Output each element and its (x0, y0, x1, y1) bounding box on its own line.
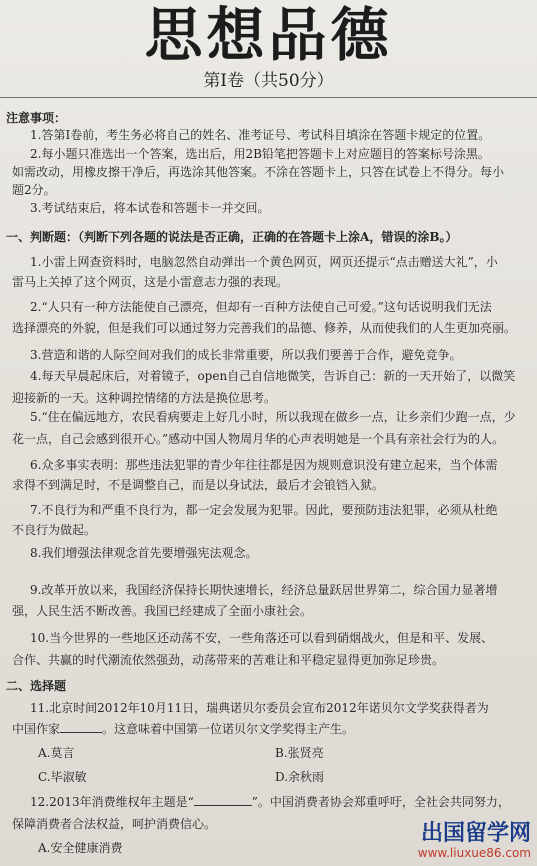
question-line: 10.当今世界的一些地区还动荡不安，一些角落还可以看到硝烟战火，但是和平、发展、 (30, 631, 494, 645)
watermark-url: www.liuxue86.com (417, 846, 531, 860)
option-a: A.安全健康消费 (38, 841, 123, 855)
question-text: ”。中国消费者协会郑重呼吁，全社会共同努力， (251, 795, 510, 809)
notes-line: 2.每小题只准选出一个答案，选出后，用2B铅笔把答题卡上对应题目的答案标号涂黑。 (30, 147, 490, 161)
question-line: 强，人民生活不断改善。我国已经建成了全面小康社会。 (12, 604, 313, 618)
page-title: 思想品德 (144, 1, 393, 69)
section1-heading: 一、判断题：（判断下列各题的说法是否正确，正确的在答题卡上涂A，错误的涂B。） (6, 230, 458, 244)
question-text: 12.2013年消费维权年主题是“ (30, 795, 194, 809)
notes-line: 如需改动，用橡皮擦干净后，再选涂其他答案。不涂在答题卡上，只答在试卷上不得分。每小 (12, 165, 505, 179)
question-line (0, 721, 537, 737)
question-line (0, 794, 537, 810)
option-a: A.莫言 (38, 746, 75, 760)
watermark-name: 出国留学网 (420, 821, 531, 846)
question-line: 求得不到满足时，不是调整自己，而是以身试法，最后才会锒铛入狱。 (12, 478, 385, 492)
question-line: 4.每天早晨起床后，对着镜子，open自己自信地微笑，告诉自己：新的一天开始了，以微笑 (30, 369, 516, 383)
question-line: 3.营造和谐的人际空间对我们的成长非常重要，所以我们要善于合作，避免竞争。 (30, 348, 462, 362)
question-line: 1.小雷上网查资料时，电脑忽然自动弹出一个黄色网页，网页还提示“点击赠送大礼”，小 (30, 255, 498, 269)
question-line: 9.改革开放以来，我国经济保持长期快速增长，经济总量跃居世界第二，综合国力显著增 (30, 583, 498, 597)
question-line: 7.不良行为和严重不良行为，都一定会发展为犯罪。因此，要预防违法犯罪，必须从杜绝 (30, 503, 498, 517)
notes-line: 1.答第Ⅰ卷前，考生务必将自己的姓名、准考证号、考试科目填涂在答题卡规定的位置。 (30, 128, 491, 142)
notes-heading: 注意事项： (6, 111, 67, 125)
option-b: B.张贤亮 (275, 746, 324, 760)
watermark-logo (381, 822, 531, 862)
page-subtitle: 第I卷（共50分） (203, 71, 334, 91)
answer-blank (60, 722, 102, 733)
question-line: 11.北京时间2012年10月11日，瑞典诺贝尔委员会宣布2012年诺贝尔文学奖获得者为 (30, 701, 489, 715)
option-d: D.余秋雨 (275, 770, 325, 784)
notes-line: 题2分。 (12, 183, 56, 197)
question-line: 迎接新的一天。这种调控情绪的方法是换位思考。 (12, 391, 277, 405)
question-line: 8.我们增强法律观念首先要增强宪法观念。 (30, 546, 258, 560)
question-text: 。这意味着中国第一位诺贝尔文学奖得主产生。 (102, 722, 355, 736)
question-line: 花一点，自己会感到很开心。”感动中国人物周月华的心声表明她是一个具有亲社会行为的人。 (12, 432, 505, 446)
question-line: 选择漂亮的外貌，但是我们可以通过努力完善我们的品德、修养，从而使我们的人生更加亮丽。 (12, 321, 517, 335)
question-line: 2.“人只有一种方法能使自己漂亮，但却有一百种方法使自己可爱。”这句话说明我们无法 (30, 300, 492, 314)
question-text: 中国作家 (12, 722, 61, 736)
question-line: 合作、共赢的时代潮流依然强劲，动荡带来的苦难让和平稳定显得更加弥足珍贵。 (12, 653, 445, 667)
question-line: 6.众多事实表明：那些违法犯罪的青少年往往都是因为规则意识没有建立起来，当个体需 (30, 458, 498, 472)
answer-blank (194, 795, 252, 806)
option-c: C.毕淑敏 (38, 770, 87, 784)
divider (0, 97, 537, 98)
question-line: 5.“住在偏远地方，农民看病要走上好几小时，所以我现在做乡一点，让乡亲们少跑一点，少 (30, 410, 516, 424)
notes-line: 3.考试结束后，将本试卷和答题卡一并交回。 (30, 201, 270, 215)
question-line: 保障消费者合法权益，呵护消费信心。 (12, 817, 217, 831)
question-line: 雷马上关掉了这个网页，这是小雷意志力强的表现。 (12, 275, 289, 289)
section2-heading: 二、选择题 (6, 679, 67, 693)
question-line: 不良行为做起。 (12, 523, 97, 537)
